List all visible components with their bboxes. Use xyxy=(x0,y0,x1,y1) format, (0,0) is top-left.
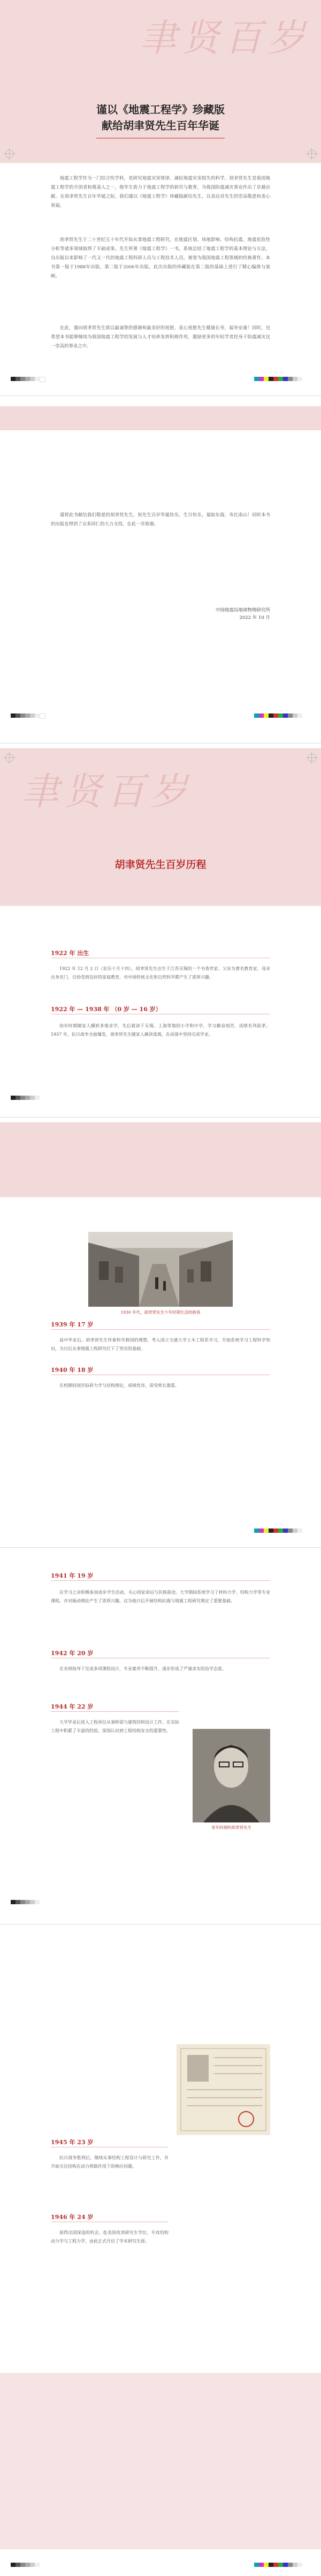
title-line-2: 献给胡聿贤先生百年华诞 xyxy=(102,119,219,132)
photo-caption: 1930 年代，胡聿贤先生少年时期生活的街巷 xyxy=(120,1310,201,1315)
chronicle-title-text: 胡聿贤先生百岁历程 xyxy=(114,859,207,871)
page-divider xyxy=(0,1924,321,1925)
year-value: 1944 年 xyxy=(51,1703,75,1710)
color-bar xyxy=(11,2563,40,2567)
year-value: 1940 年 xyxy=(51,1367,75,1374)
year-label: 22 岁 xyxy=(77,1703,94,1710)
signature-org: 中国地震局地球物理研究所 xyxy=(215,608,270,613)
registration-mark xyxy=(5,754,14,762)
timeline-year xyxy=(51,1320,93,1329)
color-bar xyxy=(11,713,45,718)
timeline-text: 大学毕业后进入工程单位从事桥梁与建筑结构设计工作，在实际工程中积累了丰富的经验，深刻认识到工程结构安全的重要性。 xyxy=(51,1720,179,1733)
timeline-text: 幼年时期随家人辗转多地求学，先后就读于无锡、上海等地的小学和中学，学习勤奋刻苦，成绩名列前茅。1937 年，抗日战争全面爆发，胡聿贤先生随家人颠沛流离，在动荡中坚持完成学业。 xyxy=(51,1023,270,1037)
footer-band xyxy=(0,2373,321,2549)
chronicle-title xyxy=(64,857,257,873)
year-label: 18 岁 xyxy=(77,1367,94,1374)
year-label: 20 岁 xyxy=(77,1650,94,1657)
portrait-photo xyxy=(193,1729,270,1822)
registration-mark xyxy=(308,754,316,762)
year-value: 1939 年 xyxy=(51,1321,75,1328)
certificate-scan xyxy=(177,2044,270,2135)
calligraphy-watermark: 聿贤百岁 xyxy=(139,16,310,60)
color-bar xyxy=(11,1900,40,1904)
timeline-year xyxy=(51,2138,93,2146)
dedication-paragraph: 在此，谨向胡聿贤先生致以最诚挚的感谢和最美好的祝愿，衷心祝愿先生健康长寿，福寿安康！同时，也希望本书能够继续为我国地震工程学的发展与人才培养发挥积极作用，激励更多的年轻学者投身于防震减灾这一崇高的事业之中。 xyxy=(51,325,270,348)
signature-date: 2022 年 10 月 xyxy=(239,615,270,620)
timeline-year xyxy=(51,949,89,957)
year-rule xyxy=(51,1580,270,1581)
year-rule xyxy=(51,1329,270,1330)
year-value: 1941 年 xyxy=(51,1572,75,1579)
color-bar xyxy=(11,1096,40,1100)
timeline-year xyxy=(51,1702,93,1711)
certificate-illustration xyxy=(177,2044,270,2135)
street-photo-illustration xyxy=(88,1232,233,1307)
registration-mark xyxy=(308,150,316,158)
year-label: 24 岁 xyxy=(77,2214,94,2221)
section-band xyxy=(0,1122,321,1197)
page-divider xyxy=(0,395,321,396)
closing-paragraph: 谨将此书献给我们敬爱的胡聿贤先生，祝先生百岁华诞快乐，生日快乐，福如东海，寿比南山！同时本书的出版也得到了众多同仁的大力支持，在此一并致谢。 xyxy=(51,512,270,526)
registration-mark xyxy=(5,150,14,158)
color-bar xyxy=(254,2563,302,2567)
timeline-year xyxy=(51,1365,93,1374)
year-rule xyxy=(51,1711,179,1712)
timeline-text: 在学习之余积极参加进步学生活动，关心国家命运与民族前途。大学期间系统学习了材料力学、结构力学等专业课程，并对振动理论产生了浓厚兴趣，这为他日后开展结构抗震与地震工程研究奠定了重要基础。 xyxy=(51,1590,270,1603)
year-label: （0 岁 — 16 岁） xyxy=(111,1006,162,1013)
timeline-text: 抗日战争胜利后，继续从事结构工程设计与研究工作，并开始关注结构在动力荷载作用下的响应问题。 xyxy=(51,2155,169,2169)
color-bar xyxy=(254,377,302,381)
timeline-year xyxy=(51,1005,162,1013)
color-bar xyxy=(254,713,302,718)
historic-street-photo xyxy=(88,1232,233,1307)
timeline-year xyxy=(51,2213,93,2221)
dedication-paragraph: 地震工程学作为一门综合性学科，是研究地震灾害规律、减轻地震灾害损失的科学。胡聿贤先生是我国地震工程学的开创者和奠基人之一，他毕生致力于地震工程学的研究与教育，为我国防震减灾事业作出了卓越贡献。在胡聿贤先生百年华诞之际，我们谨以《地震工程学》珍藏版献给先生，以表达对先生的崇高敬意和衷心祝福。 xyxy=(51,175,270,208)
year-value: 1946 年 xyxy=(51,2214,75,2221)
timeline-year xyxy=(51,1649,93,1657)
signature xyxy=(216,607,270,622)
timeline-text: 获得出国深造的机会，赴美国攻读研究生学位，专攻结构动力学与工程力学，由此正式开启了学术研究生涯。 xyxy=(51,2230,169,2244)
year-label: 19 岁 xyxy=(77,1572,94,1579)
timeline-text: 在名师指导下完成多项课程设计，专业素养不断提升，逐步形成了严谨求实的治学态度。 xyxy=(59,1666,226,1671)
year-value: 1942 年 xyxy=(51,1650,75,1657)
color-bar xyxy=(11,377,45,381)
page-divider xyxy=(0,1117,321,1118)
timeline-text: 在校期间刻苦钻研力学与结构理论，成绩优异，深受师长器重。 xyxy=(59,1383,179,1388)
year-label: 23 岁 xyxy=(77,2139,94,2146)
year-value: 1922 年 xyxy=(51,950,75,957)
dedication-title xyxy=(64,102,257,134)
title-line-1: 谨以《地震工程学》珍藏版 xyxy=(96,103,225,116)
year-label: 出生 xyxy=(77,950,89,957)
timeline-year xyxy=(51,1571,93,1580)
dedication-paragraph: 胡聿贤先生于二十世纪五十年代开始从事地震工程研究，在地震区划、场地影响、结构抗震、地震危险性分析等诸多领域取得了丰硕成果。先生所著《地震工程学》一书，系统总结了地震工程学的基本理论与方法，自出版以来影响了一代又一代的地震工程科研人员与工程技术人员，被誉为我国地震工程领域的经典著作。本书第一版于1988年出版，第二版于2006年出版，此次出版的珍藏版在第二版的基础上进行了精心编排与装帧。 xyxy=(51,237,270,278)
year-label: 17 岁 xyxy=(77,1321,94,1328)
timeline-text: 1922 年 12 月 2 日（农历十月十四），胡聿贤先生出生于江苏无锡的一个书香世家。父亲为著名教育家，母亲出身名门，自幼受到良好的家庭教育，对中国传统文化和自然科学都产生了浓厚兴趣。 xyxy=(51,966,270,980)
cover-band xyxy=(0,406,321,430)
timeline-text: 高中毕业后，胡聿贤先生怀着科学救国的理想，考入国立交通大学土木工程系学习，开始系统学习工程科学知识，为日后从事地震工程研究打下了坚实的基础。 xyxy=(51,1338,270,1351)
year-value: 1922 年 — 1938 年 xyxy=(51,1006,110,1013)
calligraphy-watermark: 聿贤百岁 xyxy=(21,770,193,813)
portrait-illustration xyxy=(193,1729,270,1822)
portrait-caption: 青年时期的胡聿贤先生 xyxy=(211,1825,251,1830)
year-value: 1945 年 xyxy=(51,2139,75,2146)
color-bar xyxy=(254,1528,302,1533)
page-divider xyxy=(0,1547,321,1548)
